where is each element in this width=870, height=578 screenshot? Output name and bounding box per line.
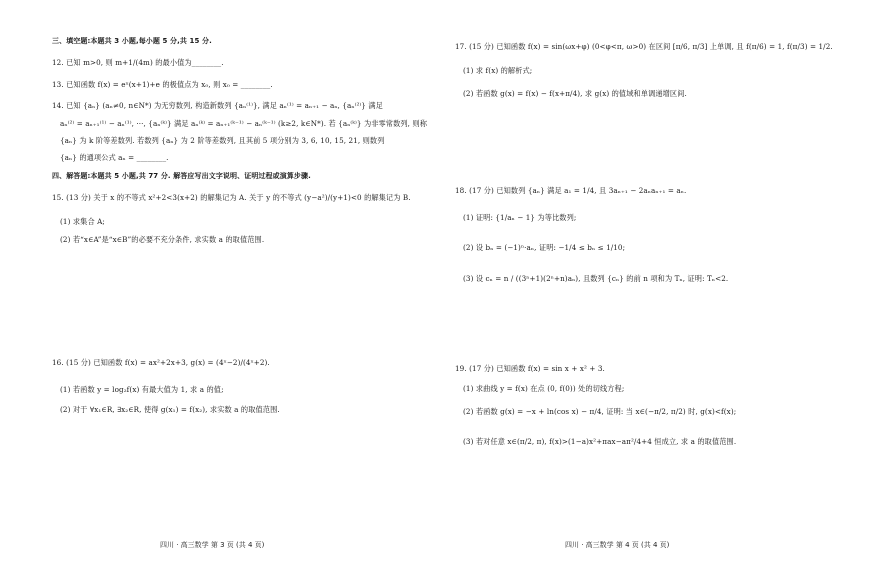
question-19-part-1: (1) 求曲线 y = f(x) 在点 (0, f(0)) 处的切线方程; — [463, 384, 625, 393]
question-14-line-4: {aₙ} 的通项公式 aₙ = ________. — [60, 153, 169, 162]
question-17-part-1: (1) 求 f(x) 的解析式; — [463, 66, 533, 75]
question-14-line-1: 14. 已知 {aₙ} (aₙ≠0, n∈N*) 为无穷数列, 构造新数列 {aₙ⁽¹⁾}, 满足 aₙ⁽¹⁾ = aₙ₊₁ − aₙ, {aₙ⁽²⁾} 满足 — [52, 101, 383, 110]
question-14-line-3: {aₙ} 为 k 阶等差数列. 若数列 {aₙ} 为 2 阶等差数列, 且其前 5 项分别为 3, 6, 10, 15, 21, 则数列 — [60, 136, 385, 145]
question-17-part-2: (2) 若函数 g(x) = f(x) − f(x+π/4), 求 g(x) 的值域和单调递增区间. — [463, 89, 687, 98]
question-18-stem: 18. (17 分) 已知数列 {aₙ} 满足 a₁ = 1/4, 且 3aₙ₊₁ − 2aₙaₙ₊₁ = aₙ. — [455, 186, 687, 195]
question-15-stem: 15. (13 分) 关于 x 的不等式 x²+2<3(x+2) 的解集记为 A. 关于 y 的不等式 (y−a²)/(y+1)<0 的解集记为 B. — [52, 193, 411, 202]
question-18-part-1: (1) 证明: {1/aₙ − 1} 为等比数列; — [463, 213, 577, 222]
question-17-stem: 17. (15 分) 已知函数 f(x) = sin(ωx+φ) (0<φ<π, ω>0) 在区间 [π/6, π/3] 上单调, 且 f(π/6) = 1, f(π/3) = 1/2. — [455, 42, 833, 51]
question-19-part-3: (3) 若对任意 x∈(π/2, π), f(x)>(1−a)x²+πax−aπ²/4+4 恒成立, 求 a 的取值范围. — [463, 437, 737, 446]
question-15-part-2: (2) 若“x∈A”是“x∈B”的必要不充分条件, 求实数 a 的取值范围. — [60, 235, 265, 244]
question-18-part-3: (3) 设 cₙ = n / ((3ⁿ+1)(2ⁿ+n)aₙ), 且数列 {cₙ} 的前 n 项和为 Tₙ, 证明: Tₙ<2. — [463, 274, 729, 283]
question-13: 13. 已知函数 f(x) = eˣ(x+1)+e 的极值点为 x₀, 则 x₀ = ________. — [52, 80, 273, 89]
section4-header: 四、解答题:本题共 5 小题,共 77 分. 解答应写出文字说明、证明过程或演算步骤. — [52, 172, 311, 180]
question-14-line-2: aₙ⁽²⁾ = aₙ₊₁⁽¹⁾ − aₙ⁽¹⁾, ···, {aₙ⁽ᵏ⁾} 满足 aₙ⁽ᵏ⁾ = aₙ₊₁⁽ᵏ⁻¹⁾ − aₙ⁽ᵏ⁻¹⁾ (k≥2, k∈N*). 若 {aₙ⁽ᵏ⁾} 为非零常数列, 则称 — [60, 119, 428, 128]
question-16-part-2: (2) 对于 ∀x₁∈R, ∃x₂∈R, 使得 g(x₁) = f(x₂), 求实数 a 的取值范围. — [60, 405, 280, 414]
section3-header: 三、填空题:本题共 3 小题,每小题 5 分,共 15 分. — [52, 37, 212, 45]
question-19-stem: 19. (17 分) 已知函数 f(x) = sin x + x² + 3. — [455, 364, 605, 373]
question-18-part-2: (2) 设 bₙ = (−1)ⁿ·aₙ, 证明: −1/4 ≤ bₙ ≤ 1/10; — [463, 243, 626, 252]
question-16-part-1: (1) 若函数 y = log₂f(x) 有最大值为 1, 求 a 的值; — [60, 385, 224, 394]
question-15-part-1: (1) 求集合 A; — [60, 217, 105, 226]
exam-page-4 — [435, 0, 870, 578]
page-footer-4: 四川 · 高三数学 第 4 页 (共 4 页) — [565, 541, 670, 549]
question-19-part-2: (2) 若函数 g(x) = −x + ln(cos x) − π/4, 证明: 当 x∈(−π/2, π/2) 时, g(x)<f(x); — [463, 407, 737, 416]
question-16-stem: 16. (15 分) 已知函数 f(x) = ax²+2x+3, g(x) = (4ˣ−2)/(4ˣ+2). — [52, 358, 270, 367]
question-12: 12. 已知 m>0, 则 m+1/(4m) 的最小值为________. — [52, 58, 224, 67]
page-footer-3: 四川 · 高三数学 第 3 页 (共 4 页) — [160, 541, 265, 549]
